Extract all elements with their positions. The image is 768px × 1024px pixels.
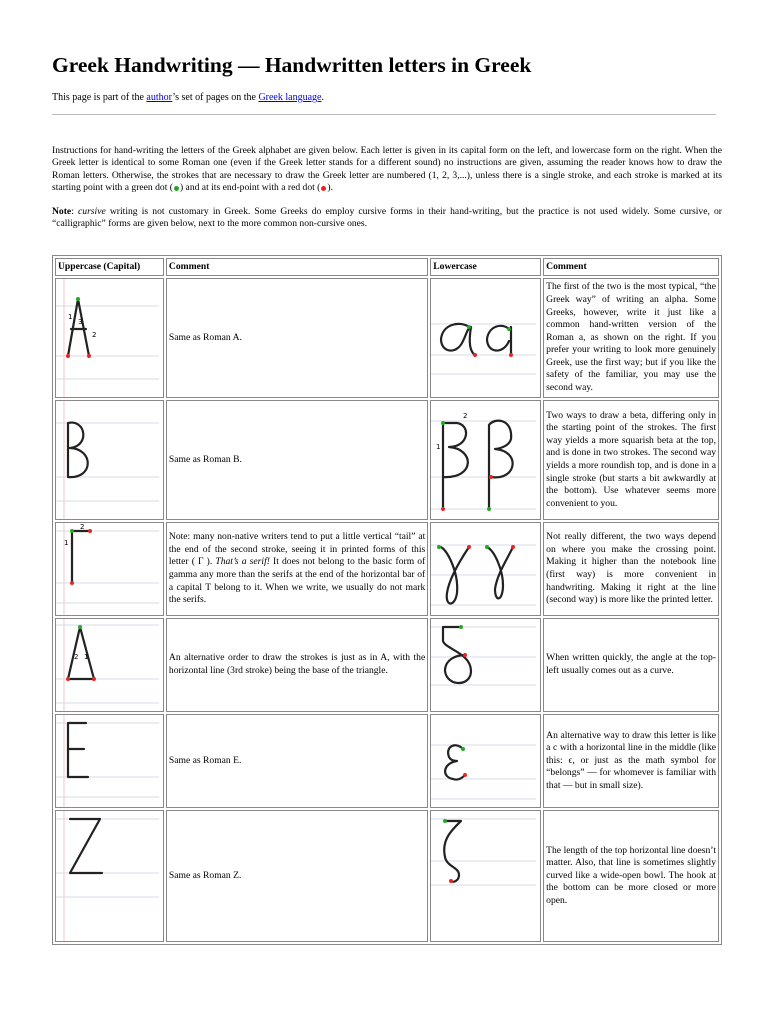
svg-text:1: 1	[64, 539, 69, 547]
red-dot-icon	[321, 186, 326, 191]
svg-text:2: 2	[463, 412, 468, 420]
table-row	[55, 714, 719, 808]
alpha-capital-comment: Same as Roman A.	[166, 278, 428, 398]
author-link[interactable]: author	[146, 92, 173, 103]
cursive-em: cursive	[78, 206, 106, 217]
beta-capital-icon	[55, 400, 164, 520]
epsilon-lowercase-comment: An alternative way to draw this letter is like a c with a horizontal line in the middle (like this: ϵ, or just as the math symbol for “belongs” — for whomever is familiar with that — but in small size).	[543, 714, 719, 808]
epsilon-lowercase-icon	[430, 714, 541, 808]
svg-text:2: 2	[74, 653, 79, 661]
gamma-capital-icon	[55, 522, 164, 616]
intro-text: .	[321, 92, 324, 103]
gamma-lowercase-icon	[430, 522, 541, 616]
table-header-row	[55, 258, 719, 276]
svg-text:1: 1	[436, 443, 441, 451]
table-row	[55, 618, 719, 712]
gamma-capital-comment	[166, 522, 428, 616]
epsilon-capital-icon	[55, 714, 164, 808]
letters-table	[52, 255, 722, 945]
intro-text: This page is part of the	[52, 92, 147, 103]
header-comment: Comment	[543, 258, 719, 276]
delta-capital-comment: An alternative order to draw the strokes is just as in A, with the horizontal line (3rd stroke) being the base of the triangle.	[166, 618, 428, 712]
beta-lowercase-comment: Two ways to draw a beta, differing only in the starting point of the strokes. The first way yields a more squarish beta at the top, and is done in two strokes. The second way yields a more roundish top, and is done in a single stroke (but starts a bit awkwardly at the bottom). Use whatever seems more convenient to you.	[543, 400, 719, 520]
zeta-capital-comment: Same as Roman Z.	[166, 810, 428, 942]
delta-lowercase-icon	[430, 618, 541, 712]
gamma-lowercase-comment: Not really different, the two ways depend on where you make the crossing point. Making it higher than the notebook line (first way) is more convenient in handwriting. Making it right at the line (second way) is more like the printed letter.	[543, 522, 719, 616]
delta-lowercase-comment: When written quickly, the angle at the top-left usually comes out as a curve.	[543, 618, 719, 712]
zeta-lowercase-comment: The length of the top horizontal line doesn’t matter. Also, that line is sometimes slightly curved like a wide-open bowl. The hook at the bottom can be more closed or more open.	[543, 810, 719, 942]
beta-capital-comment: Same as Roman B.	[166, 400, 428, 520]
epsilon-capital-comment: Same as Roman E.	[166, 714, 428, 808]
svg-text:2: 2	[80, 523, 85, 531]
header-uppercase: Uppercase (Capital)	[55, 258, 164, 276]
header-comment: Comment	[166, 258, 428, 276]
greek-language-link[interactable]: Greek language	[258, 92, 322, 103]
instructions-paragraph	[52, 145, 722, 195]
serif-em: That’s a serif!	[215, 556, 270, 568]
table-row	[55, 278, 719, 398]
text: It does not belong to the basic form of gamma any more than the serifs at the end of the horizontal bar of a capital T belong to it. When we write, we usually do not mark the serifs.	[168, 556, 426, 606]
zeta-lowercase-icon	[430, 810, 541, 942]
svg-text:1: 1	[84, 653, 89, 661]
alpha-capital-icon	[55, 278, 164, 398]
svg-text:3: 3	[78, 318, 83, 326]
delta-capital-icon	[55, 618, 164, 712]
intro-line	[52, 92, 324, 103]
text: writing is not customary in Greek. Some Greeks do employ cursive forms in their hand-writing, but the practice is not used widely. Some cursive, or “calligraphic” forms are given below, next to the more common non-cursive ones.	[52, 206, 722, 230]
table-row	[55, 400, 719, 520]
text: :	[71, 206, 79, 217]
table-row	[55, 810, 719, 942]
text: Instructions for hand-writing the letters of the Greek alphabet are given below. Each letter is given in its capital form on the left, and lowercase form on the right. When the Greek letter is identical to some Roman one (even if the Greek letter stands for a different sound) no instructions are given, assuming the reader knows how to draw the Roman letters. Otherwise, the strokes that are necessary to draw the Greek letter are numbered (1, 2, 3,...), unless there is a single stroke, and each stroke is marked at its starting point with a green dot (	[52, 145, 722, 194]
table-row	[55, 522, 719, 616]
intro-text: ’s set of pages on the	[172, 92, 259, 103]
header-lowercase: Lowercase	[430, 258, 541, 276]
note-label: Note	[52, 206, 72, 217]
svg-text:2: 2	[92, 331, 97, 339]
green-dot-icon	[174, 186, 179, 191]
text: Note: many non-native writers tend to put a little vertical “tail” at the end of the second stroke, seeing it in printed forms of this letter ( Γ ).	[168, 531, 426, 568]
beta-lowercase-icon	[430, 400, 541, 520]
svg-text:1: 1	[68, 313, 73, 321]
divider	[52, 114, 716, 115]
text: ).	[327, 182, 333, 194]
text: ) and at its end-point with a red dot (	[179, 182, 321, 194]
alpha-lowercase-comment: The first of the two is the most typical, “the Greek way” of writing an alpha. Some Greeks, however, write it just like a common hand-written version of the Roman a, as shown on the right. If you prefer your writing to look more genuinely Greek, use the first way; but if you like the safety of the familiar, you may use the second way.	[543, 278, 719, 398]
page-title: Greek Handwriting — Handwritten letters in Greek	[52, 53, 532, 77]
alpha-lowercase-icon	[430, 278, 541, 398]
note-paragraph	[52, 206, 722, 231]
zeta-capital-icon	[55, 810, 164, 942]
